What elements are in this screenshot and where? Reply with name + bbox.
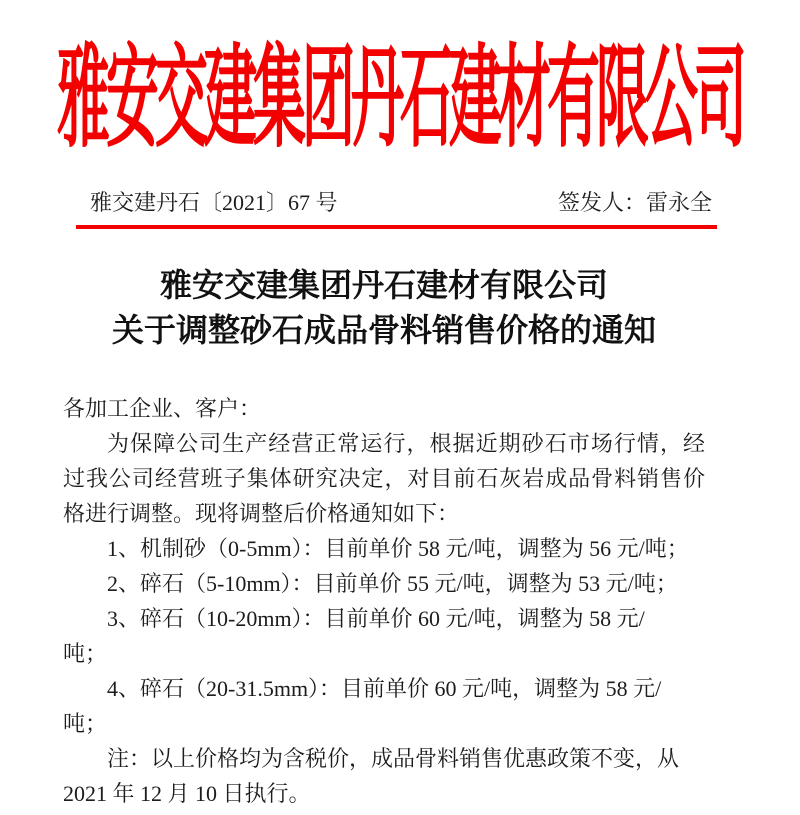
docinfo-row (90, 186, 712, 217)
document-number: 雅交建丹石〔2021〕67 号 (90, 190, 338, 215)
body-line-item-3: 3、碎石（10-20mm）：目前单价 60 元/吨，调整为 58 元/ (107, 606, 645, 631)
issuer-name: 签发人：雷永全 (557, 190, 712, 215)
body-line-item-2: 2、碎石（5-10mm）：目前单价 55 元/吨，调整为 53 元/吨； (107, 571, 678, 596)
letterhead-company-name: 雅安交建集团丹石建材有限公司 (57, 39, 743, 162)
red-divider-line (76, 225, 717, 229)
document-title-line1: 雅安交建集团丹石建材有限公司 (159, 267, 608, 303)
body-line: 格进行调整。现将调整后价格通知如下： (63, 501, 460, 526)
document-title-line2: 关于调整砂石成品骨料销售价格的通知 (111, 312, 656, 348)
body-line-note: 注：以上价格均为含税价，成品骨料销售优惠政策不变，从 (107, 746, 680, 771)
body-line-salutation: 各加工企业、客户： (63, 396, 262, 421)
body-line: 吨； (63, 641, 108, 666)
body-line-date: 2021 年 12 月 10 日执行。 (63, 781, 311, 806)
document-title (63, 263, 705, 353)
document-body (63, 391, 705, 811)
body-line-item-4: 4、碎石（20-31.5mm）：目前单价 60 元/吨，调整为 58 元/ (107, 676, 662, 701)
body-line: 吨； (63, 711, 108, 736)
body-line: 为保障公司生产经营正常运行，根据近期砂石市场行情，经 (107, 431, 705, 456)
body-line-item-1: 1、机制砂（0-5mm）：目前单价 58 元/吨，调整为 56 元/吨； (107, 536, 689, 561)
body-line: 过我公司经营班子集体研究决定，对目前石灰岩成品骨料销售价 (63, 466, 705, 491)
